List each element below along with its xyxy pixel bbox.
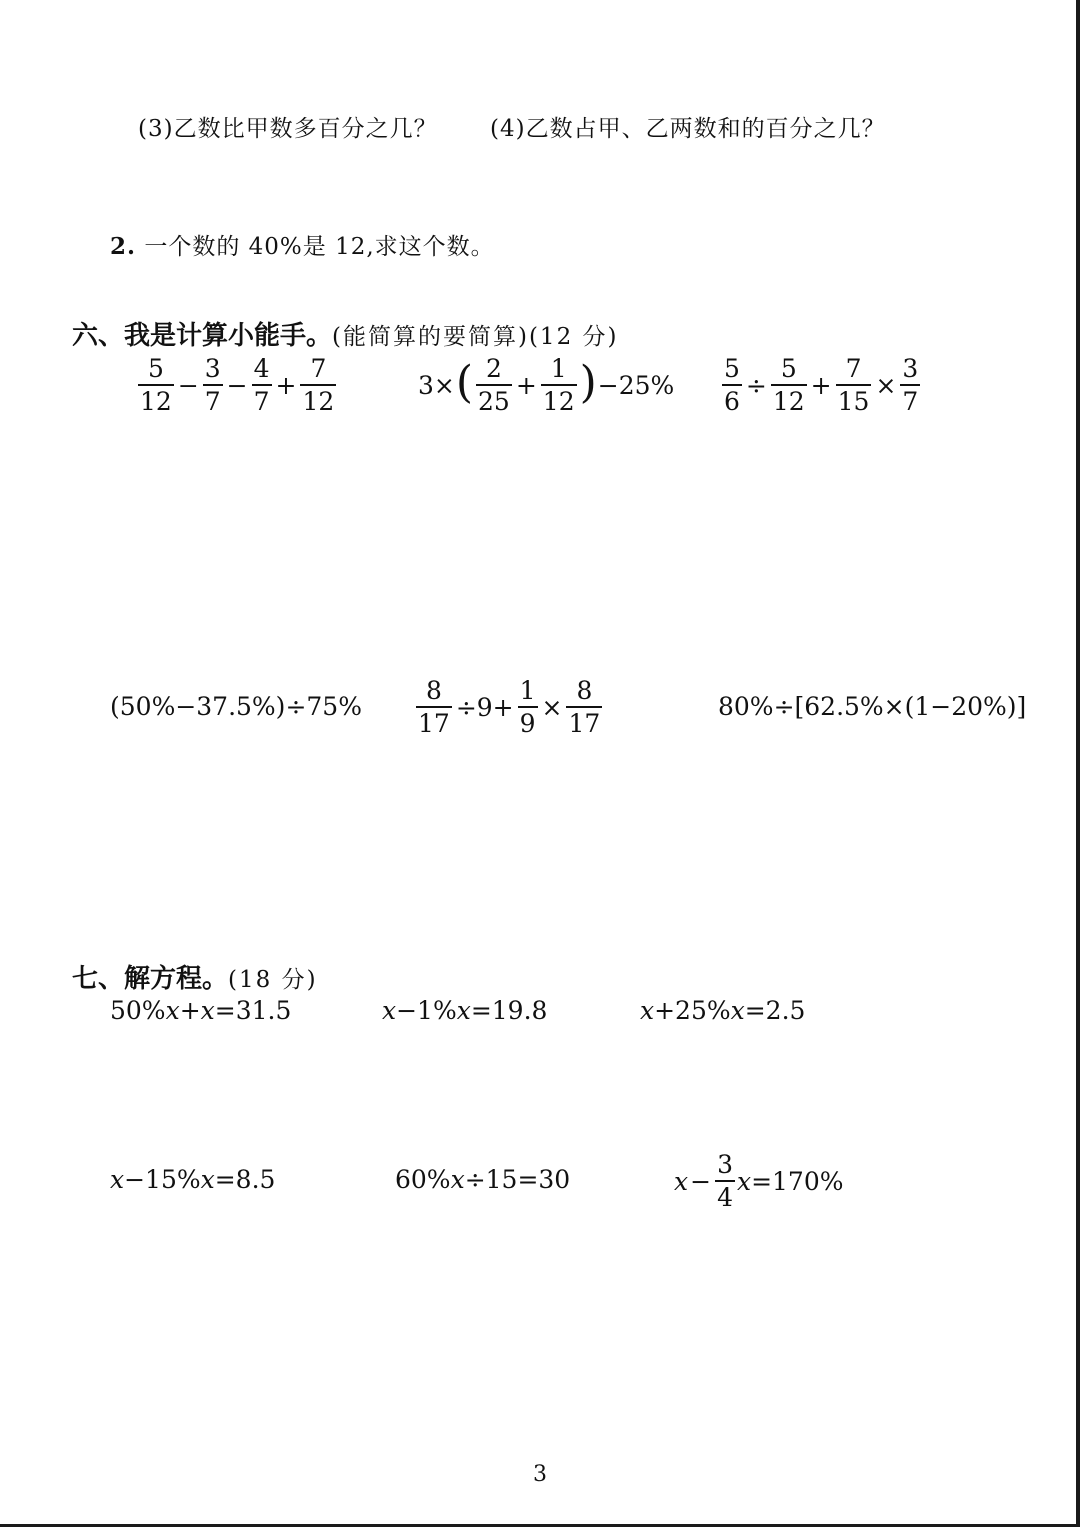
calc-expression-3: $\frac{5}{6}$ ÷ $\frac{5}{12}$ + $\frac{7}{15}$ × $\frac{3}{7}$ (724, 354, 919, 416)
calc-expression-4: (50%−37.5%)÷75% (110, 692, 362, 721)
fraction: $\frac{1}{9}$ (519, 676, 536, 738)
calc-expression-5: $\frac{8}{17}$ ÷9+ $\frac{1}{9}$ × $\frac{8}{17}$ (418, 676, 601, 738)
section-7-title: 七、解方程。 (72, 964, 229, 994)
calc-expression-1: $\frac{5}{12}$ − $\frac{3}{7}$ − $\frac{4}{7}$ + $\frac{7}{12}$ (140, 354, 335, 416)
page-number: 3 (533, 1462, 547, 1487)
fraction: $\frac{7}{12}$ (302, 354, 335, 416)
calc-expression-2: 3× ( $\frac{2}{25}$ + $\frac{1}{12}$ ) −25% (418, 354, 675, 416)
equation-5: 60% x ÷15=30 (395, 1165, 571, 1194)
section-7-heading (72, 958, 318, 995)
equation-6: x − $\frac{3}{4}$ x =170% (674, 1150, 844, 1212)
fraction: $\frac{8}{17}$ (418, 676, 450, 738)
section-6-note: (能简算的要简算)(12 分) (332, 324, 619, 350)
fraction: $\frac{7}{15}$ (837, 354, 870, 416)
equation-2: x −1% x =19.8 (382, 996, 548, 1025)
section-7-note: (18 分) (228, 967, 318, 993)
fraction: $\frac{8}{17}$ (568, 676, 601, 738)
question-2-text: 一个数的 40%是 12,求这个数。 (144, 234, 495, 260)
section-6-heading (72, 315, 619, 352)
question-2 (110, 228, 495, 261)
fraction: $\frac{2}{25}$ (478, 354, 510, 416)
fraction: $\frac{5}{6}$ (724, 354, 740, 416)
question-1-part-4: (4)乙数占甲、乙两数和的百分之几？ (490, 116, 886, 142)
fraction: $\frac{3}{4}$ (717, 1150, 733, 1212)
fraction: $\frac{5}{12}$ (140, 354, 172, 416)
equation-3: x +25% x =2.5 (640, 996, 806, 1025)
question-1-part-3: (3)乙数比甲数多百分之几？ (138, 116, 438, 142)
equation-1: 50% x + x =31.5 (110, 996, 292, 1025)
fraction: $\frac{3}{7}$ (204, 354, 221, 416)
fraction: $\frac{4}{7}$ (253, 354, 270, 416)
section-6-title: 六、我是计算小能手。 (72, 321, 333, 351)
fraction: $\frac{5}{12}$ (772, 354, 805, 416)
fraction: $\frac{1}{12}$ (542, 354, 575, 416)
question-2-number: 2. (110, 233, 137, 260)
fraction: $\frac{3}{7}$ (902, 354, 919, 416)
calc-expression-6: 80%÷[62.5%×(1−20%)] (718, 692, 1027, 721)
equation-4: x −15% x =8.5 (110, 1165, 276, 1194)
